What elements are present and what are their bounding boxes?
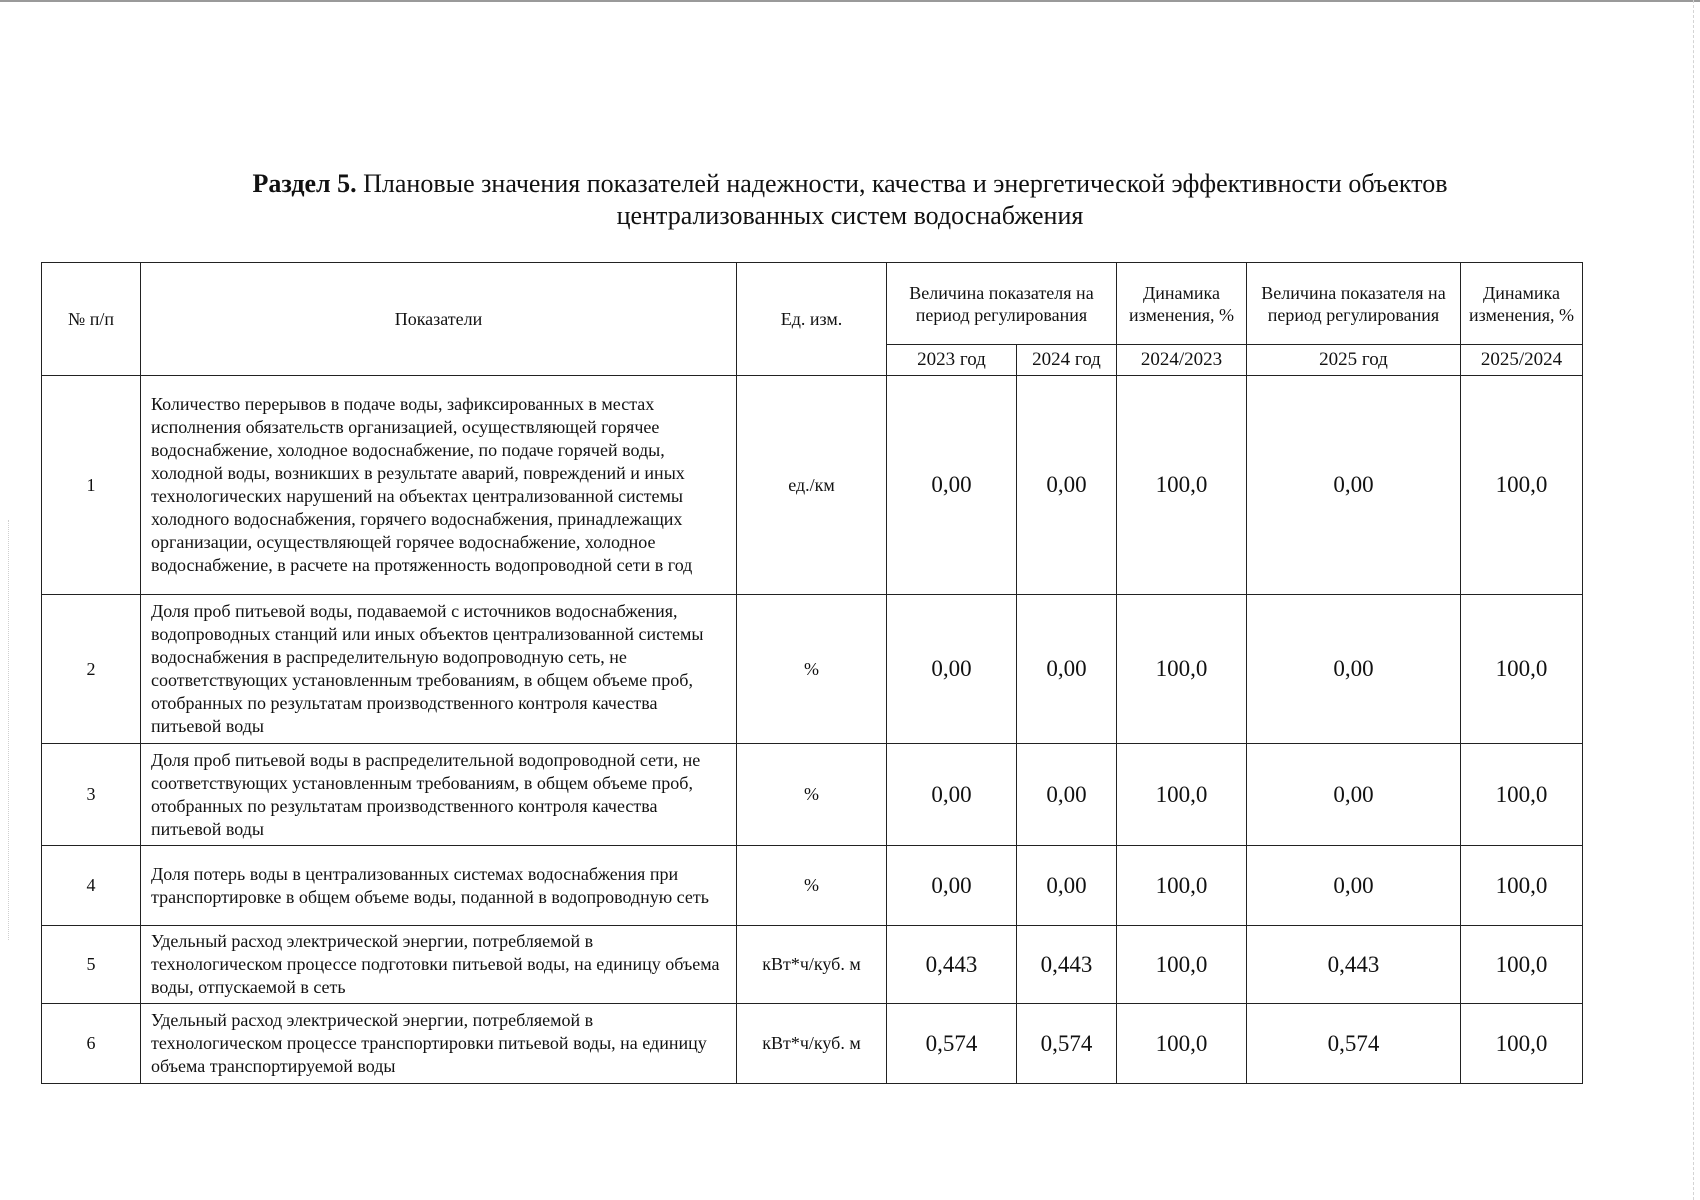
header-dynamics-1: Динамика изменения, % xyxy=(1117,263,1247,345)
table-row xyxy=(42,595,1583,744)
indicators-table xyxy=(41,262,1583,1084)
row-dynamics-2024-2023: 100,0 xyxy=(1117,846,1247,926)
row-value-2023: 0,00 xyxy=(887,744,1017,846)
row-unit: кВт*ч/куб. м xyxy=(737,1004,887,1084)
section-heading-text-1: Плановые значения показателей надежности, качества и энергетической эффективности объектов xyxy=(363,169,1448,198)
header-year-2024: 2024 год xyxy=(1017,345,1117,376)
row-value-2023: 0,00 xyxy=(887,846,1017,926)
row-value-2025: 0,00 xyxy=(1247,595,1461,744)
header-row xyxy=(42,263,1583,345)
table-row xyxy=(42,1004,1583,1084)
row-num: 5 xyxy=(42,926,141,1004)
row-value-2023: 0,00 xyxy=(887,376,1017,595)
row-value-2024: 0,00 xyxy=(1017,376,1117,595)
row-indicator: Доля проб питьевой воды, подаваемой с источников водоснабжения, водопроводных станций или иных объектов централизованной системы водоснабжения в распределительную водопроводную сеть, не соответствующих установленным требованиям, в общем объеме проб, отобранных по результатам производственного контроля качества питьевой воды xyxy=(141,595,737,744)
row-num: 1 xyxy=(42,376,141,595)
row-num: 6 xyxy=(42,1004,141,1084)
row-indicator: Удельный расход электрической энергии, потребляемой в технологическом процессе транспортировки питьевой воды, на единицу объема транспортируемой воды xyxy=(141,1004,737,1084)
row-num: 2 xyxy=(42,595,141,744)
row-indicator: Доля потерь воды в централизованных системах водоснабжения при транспортировке в общем объеме воды, поданной в водопроводную сеть xyxy=(141,846,737,926)
header-dynamics-2: Динамика изменения, % xyxy=(1461,263,1583,345)
row-dynamics-2025-2024: 100,0 xyxy=(1461,846,1583,926)
row-dynamics-2024-2023: 100,0 xyxy=(1117,376,1247,595)
scan-left-edge xyxy=(8,520,10,940)
row-indicator: Количество перерывов в подаче воды, зафиксированных в местах исполнения обязательств организацией, осуществляющей горячее водоснабжение, холодное водоснабжение, по подаче горячей воды, холодной воды, возникших в результате аварий, повреждений и иных технологических нарушений на объектах централизованной системы холодного водоснабжения, горячего водоснабжения, принадлежащих организации, осуществляющей горячее водоснабжение, холодное водоснабжение, в расчете на протяженность водопроводной сети в год xyxy=(141,376,737,595)
header-unit: Ед. изм. xyxy=(737,263,887,376)
row-unit: кВт*ч/куб. м xyxy=(737,926,887,1004)
section-heading-text-2: централизованных систем водоснабжения xyxy=(616,201,1084,230)
header-ratio-2025-2024: 2025/2024 xyxy=(1461,345,1583,376)
row-value-2024: 0,00 xyxy=(1017,846,1117,926)
row-value-2024: 0,00 xyxy=(1017,744,1117,846)
header-num: № п/п xyxy=(42,263,141,376)
row-dynamics-2025-2024: 100,0 xyxy=(1461,376,1583,595)
row-num: 4 xyxy=(42,846,141,926)
row-value-2024: 0,574 xyxy=(1017,1004,1117,1084)
row-value-2023: 0,443 xyxy=(887,926,1017,1004)
row-dynamics-2024-2023: 100,0 xyxy=(1117,595,1247,744)
table-row xyxy=(42,744,1583,846)
row-indicator: Удельный расход электрической энергии, потребляемой в технологическом процессе подготовки питьевой воды, на единицу объема воды, отпускаемой в сеть xyxy=(141,926,737,1004)
row-value-2023: 0,574 xyxy=(887,1004,1017,1084)
section-heading-bold: Раздел 5. xyxy=(252,169,357,198)
row-unit: % xyxy=(737,595,887,744)
row-dynamics-2025-2024: 100,0 xyxy=(1461,1004,1583,1084)
row-indicator: Доля проб питьевой воды в распределительной водопроводной сети, не соответствующих установленным требованиям, в общем объеме проб, отобранных по результатам производственного контроля качества питьевой воды xyxy=(141,744,737,846)
header-value-period-2: Величина показателя на период регулирования xyxy=(1247,263,1461,345)
header-year-2023: 2023 год xyxy=(887,345,1017,376)
row-value-2025: 0,00 xyxy=(1247,744,1461,846)
scan-right-edge xyxy=(1692,0,1694,1200)
scan-top-edge xyxy=(0,0,1700,2)
table-row xyxy=(42,846,1583,926)
row-dynamics-2025-2024: 100,0 xyxy=(1461,595,1583,744)
row-dynamics-2024-2023: 100,0 xyxy=(1117,926,1247,1004)
header-ratio-2024-2023: 2024/2023 xyxy=(1117,345,1247,376)
header-value-period-1: Величина показателя на период регулирования xyxy=(887,263,1117,345)
row-value-2025: 0,00 xyxy=(1247,376,1461,595)
row-unit: % xyxy=(737,744,887,846)
row-unit: ед./км xyxy=(737,376,887,595)
row-dynamics-2024-2023: 100,0 xyxy=(1117,1004,1247,1084)
row-value-2025: 0,443 xyxy=(1247,926,1461,1004)
row-value-2025: 0,574 xyxy=(1247,1004,1461,1084)
table-row xyxy=(42,376,1583,595)
row-value-2025: 0,00 xyxy=(1247,846,1461,926)
header-year-2025: 2025 год xyxy=(1247,345,1461,376)
row-dynamics-2025-2024: 100,0 xyxy=(1461,926,1583,1004)
row-value-2024: 0,00 xyxy=(1017,595,1117,744)
row-value-2023: 0,00 xyxy=(887,595,1017,744)
row-dynamics-2025-2024: 100,0 xyxy=(1461,744,1583,846)
row-dynamics-2024-2023: 100,0 xyxy=(1117,744,1247,846)
row-num: 3 xyxy=(42,744,141,846)
header-indicator: Показатели xyxy=(141,263,737,376)
row-unit: % xyxy=(737,846,887,926)
table-row xyxy=(42,926,1583,1004)
section-heading xyxy=(40,168,1660,232)
row-value-2024: 0,443 xyxy=(1017,926,1117,1004)
